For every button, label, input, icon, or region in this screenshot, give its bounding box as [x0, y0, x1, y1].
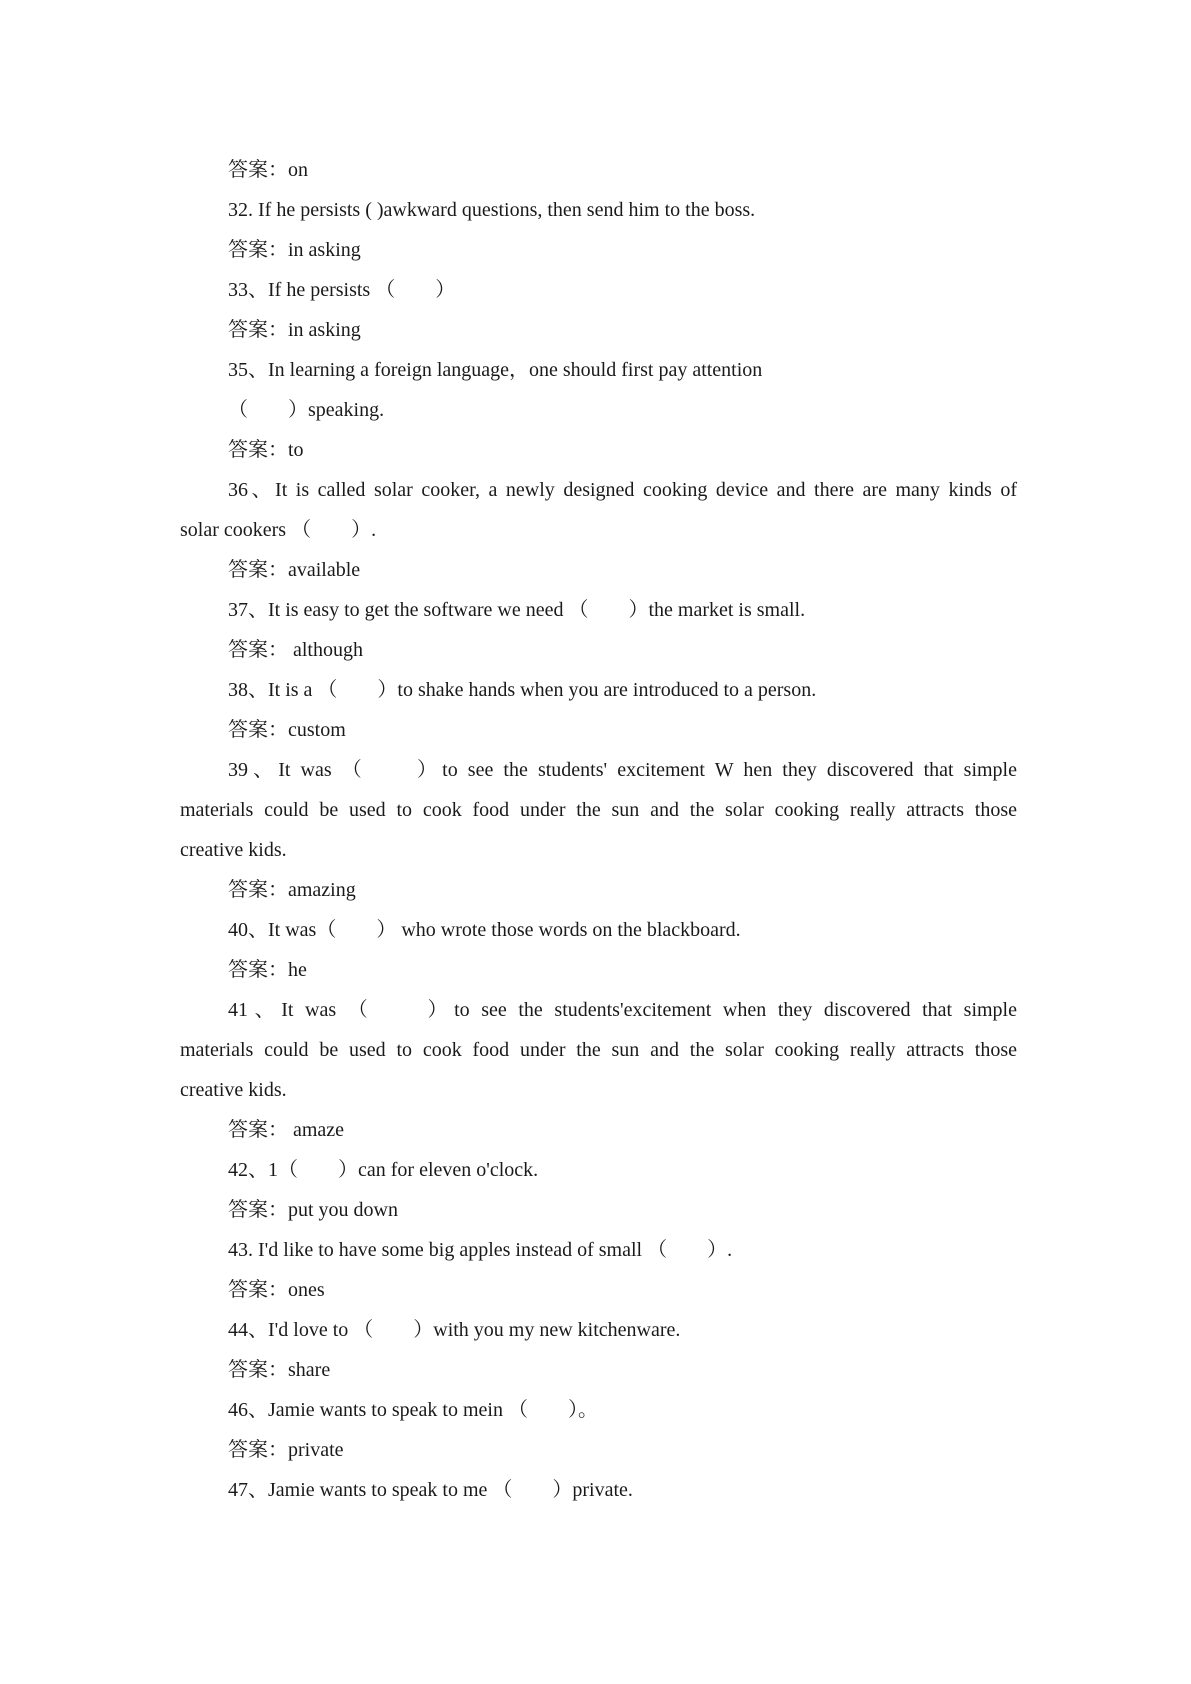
answer-line: 答案：ones: [228, 1279, 325, 1301]
answer-line: 答案：custom: [228, 719, 346, 741]
question-line: 32. If he persists ( )awkward questions, then send him to the boss.: [228, 199, 756, 221]
question-line: 44、I'd love to （ ）with you my new kitchenware.: [228, 1319, 681, 1341]
answer-line: 答案：in asking: [228, 319, 361, 341]
answer-line: 答案：amazing: [228, 879, 356, 901]
question-line: 40、It was（ ） who wrote those words on the blackboard.: [228, 919, 741, 941]
answer-line: 答案： although: [228, 639, 363, 661]
answer-line: 答案：share: [228, 1359, 331, 1381]
question-continuation-line: creative kids.: [180, 1079, 287, 1101]
question-line: 33、If he persists （ ）: [228, 279, 456, 301]
question-line: 46、Jamie wants to speak to mein （ ）。: [228, 1399, 598, 1421]
question-continuation-line: materials could be used to cook food under the sun and the solar cooking really attracts those: [180, 799, 1017, 821]
question-continuation-line: materials could be used to cook food under the sun and the solar cooking really attracts those: [180, 1039, 1017, 1061]
answer-line: 答案：he: [228, 959, 307, 981]
answer-line: 答案：private: [228, 1439, 344, 1461]
question-line: 35、In learning a foreign language，one should first pay attention: [228, 359, 763, 381]
question-line: 47、Jamie wants to speak to me （ ）private.: [228, 1479, 633, 1501]
question-line: 41、It was （ ）to see the students'excitement when they discovered that simple: [228, 999, 1017, 1021]
question-continuation-line: （ ）speaking.: [228, 399, 385, 421]
question-line: 38、It is a （ ）to shake hands when you are introduced to a person.: [228, 679, 817, 701]
answer-line: 答案： amaze: [228, 1119, 345, 1141]
question-line: 39、It was （ ）to see the students' excitement W hen they discovered that simple: [228, 759, 1017, 781]
question-line: 42、1（ ）can for eleven o'clock.: [228, 1159, 539, 1181]
question-continuation-line: creative kids.: [180, 839, 287, 861]
answer-line: 答案：on: [228, 159, 308, 181]
answer-line: 答案：put you down: [228, 1199, 398, 1221]
answer-line: 答案：in asking: [228, 239, 361, 261]
answer-line: 答案：to: [228, 439, 304, 461]
question-line: 37、It is easy to get the software we need （ ）the market is small.: [228, 599, 806, 621]
question-line: 43. I'd like to have some big apples instead of small （ ）.: [228, 1239, 733, 1261]
question-line: 36、It is called solar cooker, a newly designed cooking device and there are many kinds of: [228, 479, 1017, 501]
question-continuation-line: solar cookers （ ）.: [180, 519, 377, 541]
answer-line: 答案：available: [228, 559, 361, 581]
